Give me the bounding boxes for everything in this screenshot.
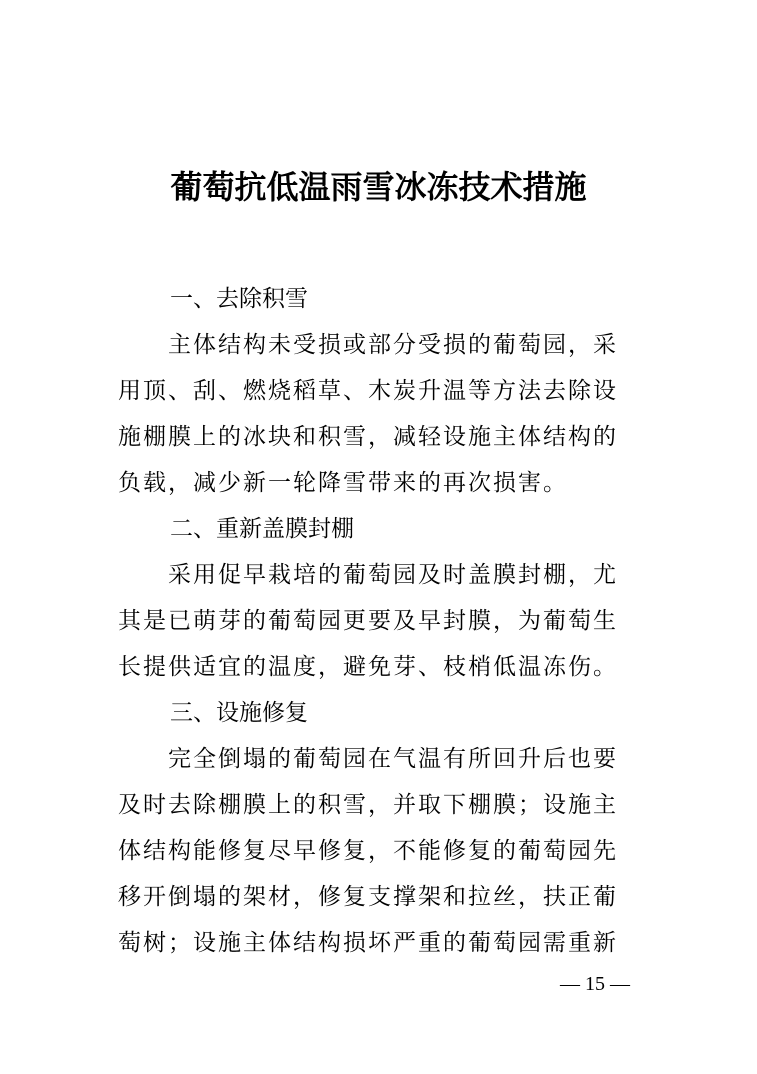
paragraph-line: 其是已萌芽的葡萄园更要及早封膜，为葡萄生 xyxy=(118,608,618,634)
paragraph-line: 施棚膜上的冰块和积雪，减轻设施主体结构的 xyxy=(118,424,618,450)
paragraph-line: 萄树；设施主体结构损坏严重的葡萄园需重新 xyxy=(118,930,618,956)
paragraph-line: 及时去除棚膜上的积雪，并取下棚膜；设施主 xyxy=(118,792,618,818)
paragraph-line: 完全倒塌的葡萄园在气温有所回升后也要 xyxy=(168,746,618,772)
paragraph-line: 体结构能修复尽早修复，不能修复的葡萄园先 xyxy=(118,838,618,864)
paragraph-line: 负载，减少新一轮降雪带来的再次损害。 xyxy=(118,470,568,496)
paragraph-line: 移开倒塌的架材，修复支撑架和拉丝，扶正葡 xyxy=(118,884,618,910)
section-heading-1: 一、去除积雪 xyxy=(170,286,308,312)
paragraph-line: 采用促早栽培的葡萄园及时盖膜封棚，尤 xyxy=(168,562,618,588)
page-title: 葡萄抗低温雨雪冰冻技术措施 xyxy=(170,168,587,206)
section-heading-3: 三、设施修复 xyxy=(170,700,308,726)
paragraph-line: 长提供适宜的温度，避免芽、枝梢低温冻伤。 xyxy=(118,654,618,680)
paragraph-line: 用顶、刮、燃烧稻草、木炭升温等方法去除设 xyxy=(118,378,618,404)
section-heading-2: 二、重新盖膜封棚 xyxy=(170,516,354,542)
page-number: — 15 — xyxy=(560,973,630,995)
paragraph-line: 主体结构未受损或部分受损的葡萄园，采 xyxy=(168,332,618,358)
